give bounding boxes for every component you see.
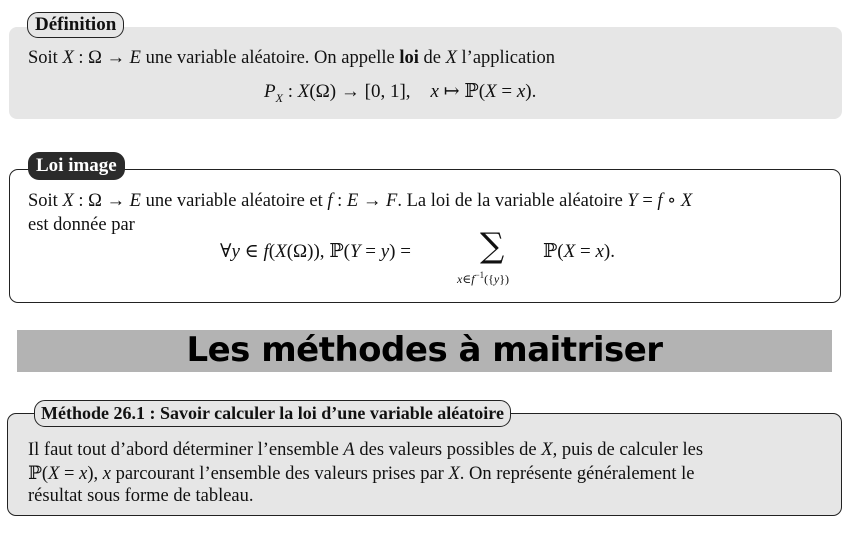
loi-image-formula-right: ℙ(X = x). (543, 240, 615, 262)
section-title: Les méthodes à maitriser (186, 330, 663, 370)
loi-keyword: loi (399, 48, 419, 68)
loi-image-text-line2: est donnée par (28, 215, 135, 235)
section-banner (17, 330, 832, 372)
methode-text-line3: résultat sous forme de tableau. (28, 486, 254, 506)
loi-image-formula-left: ∀y ∈ f(X(Ω)), ℙ(Y = y) = (220, 240, 411, 262)
methode-title: Méthode 26.1 : Savoir calculer la loi d’une variable aléatoire (34, 400, 511, 427)
definition-title: Définition (27, 12, 124, 38)
loi-image-title: Loi image (28, 152, 125, 180)
methode-text-line2: ℙ(X = x), x parcourant l’ensemble des valeurs prises par X. On représente généralement le (28, 463, 695, 484)
loi-image-text-line1: Soit X : Ω → E une variable aléatoire et f : E → F. La loi de la variable aléatoire Y = f ∘ X (28, 191, 693, 211)
definition-text: Soit X : Ω → E une variable aléatoire. On appelle loi de X l’application (28, 48, 556, 68)
sum-symbol: ∑ (480, 226, 505, 266)
sum-subscript: $x\in f^{-1}(\{y\})$ (457, 270, 509, 286)
definition-formula: $P_X$ : X(Ω) → [0, 1], x ↦ ℙ(X = x). (264, 80, 537, 105)
methode-text-line1: Il faut tout d’abord déterminer l’ensemble A des valeurs possibles de X, puis de calculer les (28, 440, 704, 460)
